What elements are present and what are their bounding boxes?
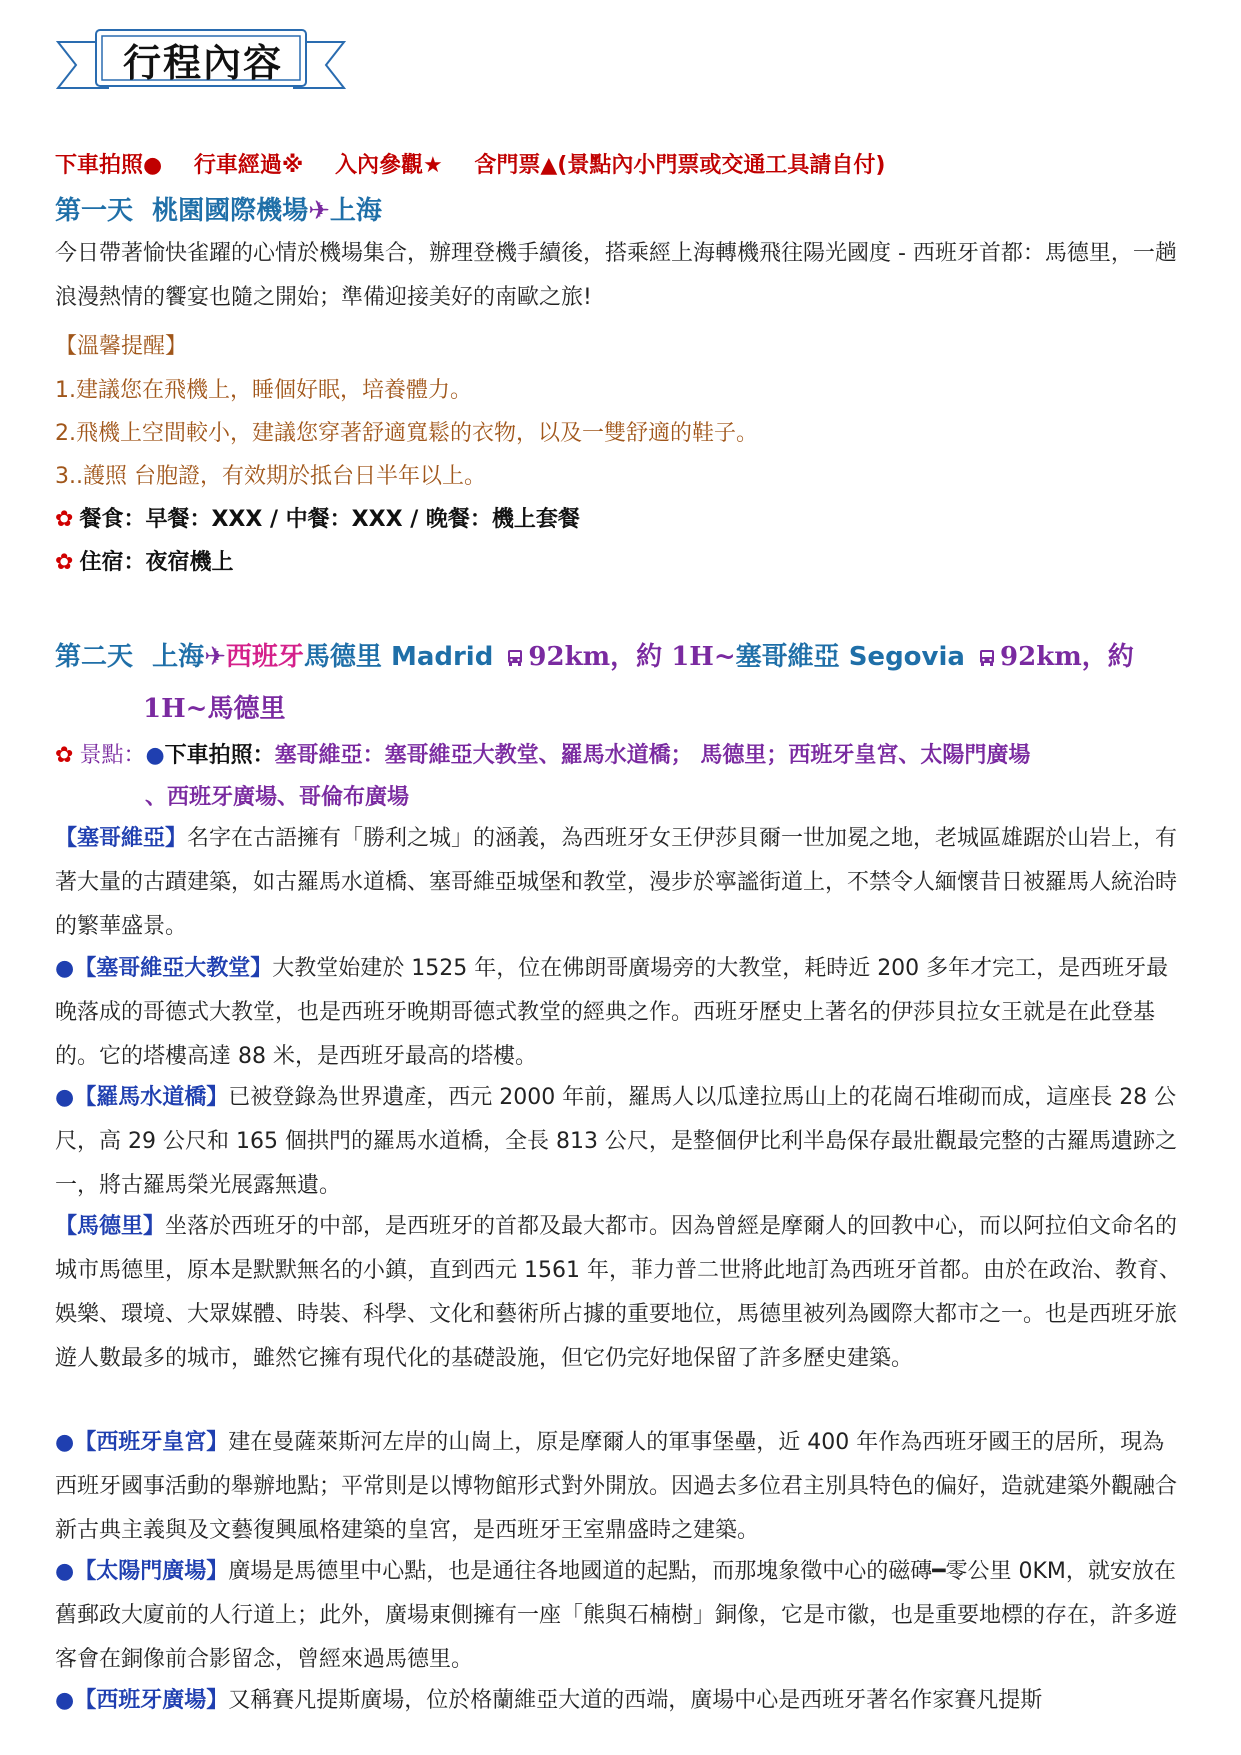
bullet-dot: ● <box>55 1688 75 1713</box>
day2-title-cont <box>143 688 285 725</box>
attraction-text: 廣場是馬德里中心點，也是通往各地國道的起點，而那塊象徵中心的磁磚━零公里 0KM，就安放在舊郵政大廈前的人行道上；此外，廣場東側擁有一座「熊與石楠樹」銅像，它是市徽，也是重要地標的存在，許多遊客會在銅像前合影留念，曾經來過馬德里。 <box>55 1559 1178 1672</box>
day2-stop-madrid: 馬德里 Madrid <box>303 642 494 672</box>
attraction-name: 【西班牙廣場】 <box>74 1688 229 1713</box>
attraction-paragraph <box>55 947 1185 1079</box>
spots-label: 景點： <box>79 743 146 768</box>
attraction-name: 【塞哥維亞大教堂】 <box>74 956 273 981</box>
bus-icon <box>978 649 996 667</box>
attraction-text: 大教堂始建於 1525 年，位在佛朗哥廣場旁的大教堂，耗時近 200 多年才完工，是西班牙最晚落成的哥德式大教堂，也是西班牙晚期哥德式教堂的經典之作。西班牙歷史上著名的伊莎貝拉女王就是在此登基的。它的塔樓高達 88 米，是西班牙最高的塔樓。 <box>55 956 1169 1069</box>
reminder-title: 【溫馨提醒】 <box>55 334 188 359</box>
attraction-text: 坐落於西班牙的中部，是西班牙的首都及最大都市。因為曾經是摩爾人的回教中心，而以阿拉伯文命名的城市馬德里，原本是默默無名的小鎮，直到西元 1561 年，菲力普二世將此地訂為西班牙首都。由於在政治、教育、娛樂、環境、大眾媒體、時裝、科學、文化和藝術所占據的重要地位，馬德里被列為國際大都市之一。也是西班牙旅遊人數最多的城市，雖然它擁有現代化的基礎設施，但它仍完好地保留了許多歷史建築。 <box>55 1214 1181 1371</box>
about-2: ，約 <box>1081 642 1134 672</box>
attraction-paragraph <box>55 1421 1185 1553</box>
attraction-name: 【塞哥維亞】 <box>55 826 188 851</box>
duration-2: 1H~ <box>143 694 208 724</box>
symbol-legend <box>55 148 909 179</box>
bus-icon <box>506 649 524 667</box>
bullet-dot: ● <box>55 1430 75 1455</box>
attraction-paragraph <box>55 1550 1185 1682</box>
plane-icon: ✈ <box>204 642 226 672</box>
photo-dot-icon: ● <box>145 743 165 768</box>
day2-stop-segovia: 塞哥維亞 Segovia <box>735 642 965 672</box>
attraction-text: 已被登錄為世界遺產，西元 2000 年前，羅馬人以瓜達拉馬山上的花崗石堆砌而成，這座長 28 公尺，高 29 公尺和 165 個拱門的羅馬水道橋，全長 813 公尺，是整個伊比利半島保存最壯觀最完整的古羅馬遺跡之一，將古羅馬榮光展露無遺。 <box>55 1085 1177 1198</box>
day1-hotel <box>55 545 233 576</box>
legend-visit-inside: 入內參觀★ <box>334 153 443 178</box>
distance-2: 92km <box>1000 642 1082 672</box>
day2-spots <box>55 738 1030 769</box>
reminder-item: 3..護照 台胞證，有效期於抵台日半年以上。 <box>55 464 486 489</box>
banner-title: 行程內容 <box>122 40 283 85</box>
day2-label: 第二天 <box>55 642 134 672</box>
spots-list: 塞哥維亞：塞哥維亞大教堂、羅馬水道橋； 馬德里；西班牙皇宮、太陽門廣場 <box>274 743 1031 768</box>
legend-drive-by: 行車經過※ <box>193 153 304 178</box>
day2-country: 西班牙 <box>225 642 304 672</box>
bullet-dot: ● <box>55 1085 75 1110</box>
flower-icon: ✿ <box>55 743 74 768</box>
meals-text: 餐食：早餐：XXX / 中餐：XXX / 晚餐：機上套餐 <box>79 507 580 532</box>
plane-icon: ✈ <box>308 196 330 226</box>
bullet-dot: ● <box>55 1559 75 1584</box>
flower-icon: ✿ <box>55 507 74 532</box>
day2-stop-shanghai: 上海 <box>152 642 205 672</box>
attraction-text: 名字在古語擁有「勝利之城」的涵義，為西班牙女王伊莎貝爾一世加冕之地，老城區雄踞於山岩上，有著大量的古蹟建築，如古羅馬水道橋、塞哥維亞城堡和教堂，漫步於寧謐街道上，不禁令人緬懷昔日被羅馬人統治時的繁華盛景。 <box>55 826 1178 939</box>
reminder-item: 2.飛機上空間較小，建議您穿著舒適寬鬆的衣物，以及一雙舒適的鞋子。 <box>55 421 758 446</box>
attraction-paragraph <box>55 1679 1185 1723</box>
attraction-paragraph <box>55 817 1185 949</box>
attraction-paragraph <box>55 1076 1185 1208</box>
legend-photo: 下車拍照● <box>55 153 163 178</box>
day2-title <box>55 636 1134 673</box>
bullet-dot: ● <box>55 956 75 981</box>
distance-1: 92km <box>528 642 611 672</box>
reminder-item: 1.建議您在飛機上，睡個好眠，培養體力。 <box>55 378 472 403</box>
attraction-name: 【羅馬水道橋】 <box>74 1085 229 1110</box>
attraction-text: 又稱賽凡提斯廣場，位於格蘭維亞大道的西端，廣場中心是西班牙著名作家賽凡提斯 <box>228 1688 1043 1713</box>
day2-final-stop: 馬德里 <box>207 694 286 724</box>
attraction-name: 【馬德里】 <box>55 1214 166 1239</box>
attraction-name: 【太陽門廣場】 <box>74 1559 229 1584</box>
day1-intro: 今日帶著愉快雀躍的心情於機場集合，辦理登機手續後，搭乘經上海轉機飛往陽光國度 - 西班牙首都：馬德里，一趟浪漫熱情的饗宴也隨之開始；準備迎接美好的南歐之旅! <box>55 241 1177 310</box>
day1-to: 上海 <box>329 196 382 226</box>
day1-title <box>55 190 382 227</box>
spots-list-cont: 、西班牙廣場、哥倫布廣場 <box>145 785 410 810</box>
attraction-name: 【西班牙皇宮】 <box>74 1430 229 1455</box>
spots-photo-label: 下車拍照： <box>164 743 275 768</box>
legend-ticket: 含門票▲(景點內小門票或交通工具請自付) <box>474 153 886 178</box>
about-1: ，約 <box>610 642 663 672</box>
hotel-text: 住宿：夜宿機上 <box>79 550 234 575</box>
section-banner <box>56 28 346 98</box>
day1-from: 桃園國際機場 <box>152 196 309 226</box>
attraction-paragraph <box>55 1205 1185 1381</box>
attraction-text: 建在曼薩萊斯河左岸的山崗上，原是摩爾人的軍事堡壘，近 400 年作為西班牙國王的居所，現為西班牙國事活動的舉辦地點；平常則是以博物館形式對外開放。因過去多位君主別具特色的偏好，造就建築外觀融合新古典主義與及文藝復興風格建築的皇宮，是西班牙王室鼎盛時之建築。 <box>55 1430 1178 1543</box>
day1-label: 第一天 <box>55 196 134 226</box>
day1-meals <box>55 502 580 533</box>
flower-icon: ✿ <box>55 550 74 575</box>
duration-1: 1H~ <box>671 642 736 672</box>
